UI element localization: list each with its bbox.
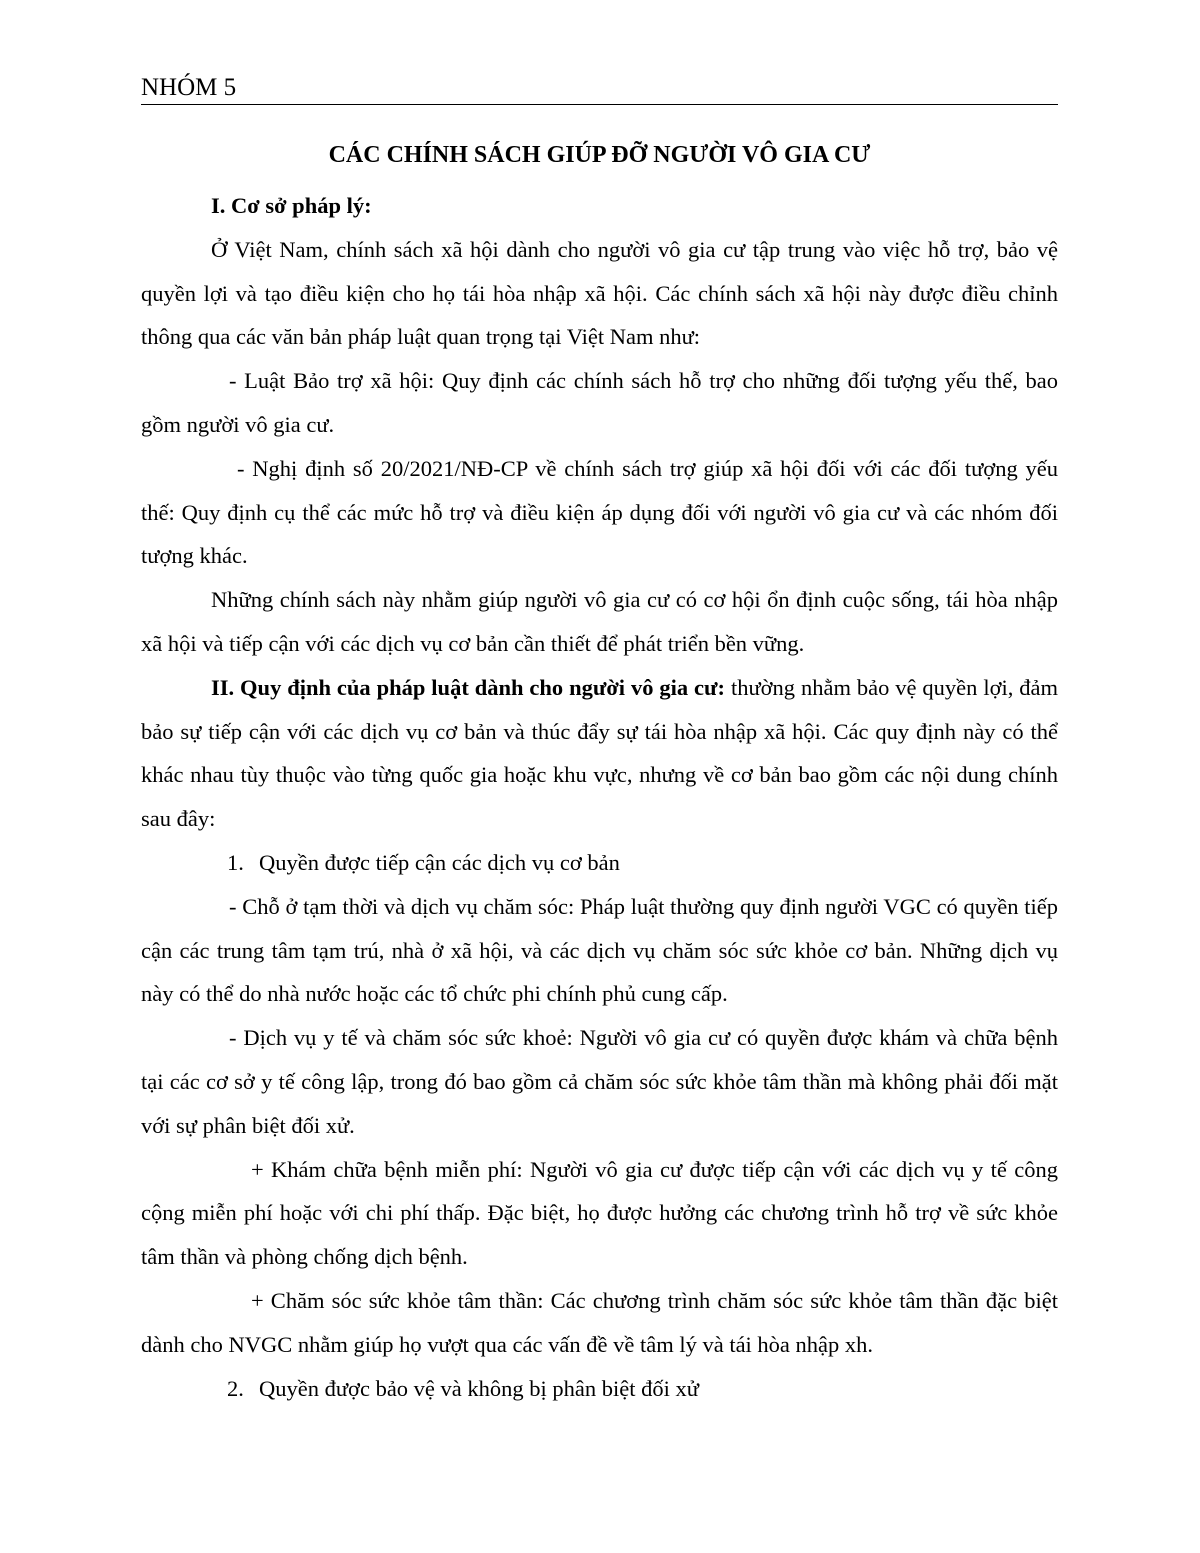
mental-care-paragraph: + Chăm sóc sức khỏe tâm thần: Các chương trình chăm sóc sức khỏe tâm thần đặc biệt dành cho NVGC nhằm giúp họ vượt qua các vấn đề về tâm lý và tái hòa nhập xh. — [141, 1287, 1058, 1357]
section-2-paragraph — [141, 666, 1058, 841]
item-label: Quyền được bảo vệ và không bị phân biệt đối xử — [259, 1375, 699, 1401]
shelter-paragraph: - Chỗ ở tạm thời và dịch vụ chăm sóc: Pháp luật thường quy định người VGC có quyền tiếp cận các trung tâm tạm trú, nhà ở xã hội, và các dịch vụ chăm sóc sức khỏe cơ bản. Những dịch vụ này có thể do nhà nước hoặc các tổ chức phi chính phủ cung cấp. — [141, 893, 1058, 1007]
numbered-item-1 — [141, 841, 1058, 885]
section-1-intro: Ở Việt Nam, chính sách xã hội dành cho người vô gia cư tập trung vào việc hỗ trợ, bảo vệ quyền lợi và tạo điều kiện cho họ tái hòa nhập xã hội. Các chính sách xã hội này được điều chỉnh thông qua các văn bản pháp luật quan trọng tại Việt Nam như: — [141, 236, 1058, 350]
header-rule — [141, 104, 1058, 105]
healthcare-paragraph: - Dịch vụ y tế và chăm sóc sức khoẻ: Người vô gia cư có quyền được khám và chữa bệnh tại các cơ sở y tế công lập, trong đó bao gồm cả chăm sóc sức khỏe tâm thần mà không phải đối mặt với sự phân biệt đối xử. — [141, 1025, 1058, 1138]
numbered-item-2 — [141, 1367, 1058, 1411]
item-label: Quyền được tiếp cận các dịch vụ cơ bản — [259, 849, 620, 875]
law-item-social-protection: - Luật Bảo trợ xã hội: Quy định các chính sách hỗ trợ cho những đối tượng yếu thế, bao gồm người vô gia cư. — [141, 368, 1058, 437]
section-1-heading: I. Cơ sở pháp lý: — [211, 193, 372, 218]
document-body — [141, 128, 1058, 1410]
item-number: 2. — [227, 1375, 244, 1401]
section-1-conclusion: Những chính sách này nhằm giúp người vô gia cư có cơ hội ổn định cuộc sống, tái hòa nhập xã hội và tiếp cận với các dịch vụ cơ bản cần thiết để phát triển bền vững. — [141, 587, 1058, 656]
document-title: CÁC CHÍNH SÁCH GIÚP ĐỠ NGƯỜI VÔ GIA CƯ — [328, 142, 871, 168]
section-2-heading: II. Quy định của pháp luật dành cho người vô gia cư: — [211, 674, 726, 700]
section-2-intro: thường nhằm bảo vệ quyền lợi, đảm bảo sự tiếp cận với các dịch vụ cơ bản và thúc đẩy sự tái hòa nhập xã hội. Các quy định này có thể khác nhau tùy thuộc vào từng quốc gia hoặc khu vực, nhưng về cơ bản bao gồm các nội dung chính sau đây: — [141, 674, 1058, 832]
item-number: 1. — [227, 849, 244, 875]
free-care-paragraph: + Khám chữa bệnh miễn phí: Người vô gia cư được tiếp cận với các dịch vụ y tế công cộng miễn phí hoặc với chi phí thấp. Đặc biệt, họ được hưởng các chương trình hỗ trợ về sức khỏe tâm thần và phòng chống dịch bệnh. — [141, 1156, 1058, 1270]
group-header: NHÓM 5 — [141, 74, 237, 101]
law-item-decree: - Nghị định số 20/2021/NĐ-CP về chính sách trợ giúp xã hội đối với các đối tượng yếu thế: Quy định cụ thể các mức hỗ trợ và điều kiện áp dụng đối với người vô gia cư và các nhóm đối tượng khác. — [141, 455, 1058, 569]
